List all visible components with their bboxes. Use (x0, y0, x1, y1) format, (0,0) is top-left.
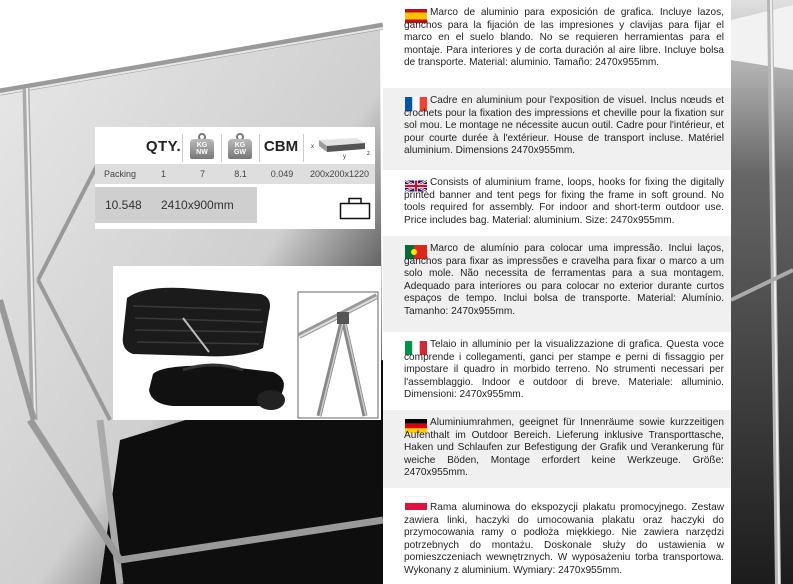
spec-table (95, 127, 375, 229)
description-pt (383, 236, 731, 332)
description-text: Marco de aluminio para exposición de grafica. Incluye lazos, ganchos para la fijación de las impresiones y clavijas para fijar el marco en el suelo blando. No se requieren herramientas para el montaje. Para interiores y de corta duración al aire libre. Incluye bolsa de transporte. Material: aluminio. Tamaño: 2470x955mm. (404, 7, 724, 69)
description-en (383, 170, 731, 236)
description-pl (383, 488, 731, 584)
gross-weight-icon: KG GW (223, 130, 257, 162)
description-text: Marco de alumínio para colocar uma impressão. Inclui laços, ganchos para fixar as impressões e cravelha para fixar o marco a um solo mole. Não necessita de ferramentas para a sua montagem. Adequado para interiores ou para colocar no exterior durante curtos espaços de tempo. Inclui bolsa de transporte. Material: Alumínio. Tamanho: 2470x955mm. (404, 243, 724, 317)
svg-text:z: z (367, 151, 370, 157)
product-size: 2410x900mm (161, 198, 234, 212)
description-it (383, 332, 731, 410)
product-code-row (95, 187, 257, 223)
description-text: Telaio in alluminio per la visualizzazione di grafica. Questa voce comprende i collegamenti, ganci per stampe e perni di fissaggio per impostare il quadro in morbido terreno. No strumenti necessari per l'assemblaggio. Indoor e outdoor di breve. Materiale: alluminio. Dimensioni: 2470x955mm. (404, 339, 724, 401)
description-text: Cadre en aluminium pour l'exposition de visuel. Inclus nœuds et crochets pour la fixation des impressions et cheville pour la fixation sur sol mou. Le montage ne nécessite aucun outil. Cadre pour l'intérieur, et pour courte durée à l'extérieur. House de transport incluse. Matériel aluminium. Dimensions 2470x955mm. (404, 95, 724, 157)
bag-icon (339, 196, 371, 220)
packing-qty: 1 (160, 169, 166, 179)
divider (259, 134, 260, 162)
packing-dimensions: 200x200x1220 (309, 169, 370, 179)
accessories-photo (113, 266, 381, 420)
box-dimensions-icon (307, 130, 373, 162)
description-de (383, 410, 731, 488)
packing-net-weight: 7 (199, 169, 205, 179)
svg-text:x: x (311, 144, 314, 150)
divider (303, 134, 304, 162)
description-text: Rama aluminowa do ekspozycji plakatu promocyjnego. Zestaw zawiera linki, haczyki do umocowania plakatu oraz haczyki do przymocowania ramy o podłoża miękkiego. Nie zawiera narzędzi potrzebnych do montażu. Doskonale służy do ustawienia w pomieszczeniach wewnętrznych. W wyposażeniu torba transportowa. Wykonany z aluminium. Wymiary: 2470x955mm. (404, 502, 724, 576)
description-panel (383, 0, 731, 584)
description-text: Aluminiumrahmen, geeignet für Innenräume sowie kurzzeitigen Aufenthalt im Outdoor Bereich. Lieferung inklusive Transporttasche, Haken und Schlaufen zur Befestigung der Grafik und Verankerung für weiche Böden, Montage erfordert keine Werkzeuge. Größe: 2470x955mm. (404, 417, 724, 479)
packing-gross-weight: 8.1 (234, 169, 247, 179)
description-fr (383, 88, 731, 170)
svg-text:y: y (343, 154, 346, 160)
packing-cbm: 0.049 (270, 169, 294, 179)
packing-label: Packing (103, 169, 137, 179)
qty-header: QTY. (145, 137, 182, 155)
net-weight-icon: KG NW (185, 130, 219, 162)
product-code: 10.548 (105, 198, 142, 212)
divider (221, 134, 222, 162)
description-es (383, 0, 731, 88)
packing-row (95, 164, 375, 184)
description-text: Consists of aluminium frame, loops, hooks for fixing the digitally printed banner and tent pegs for fixing the frame in soft ground. No tools required for assembly. For indoor and short-term outdoor use. Price includes bag. Material: aluminium. Size: 2470x955mm. (404, 177, 724, 226)
cbm-header: CBM (263, 137, 299, 155)
divider (182, 134, 183, 162)
